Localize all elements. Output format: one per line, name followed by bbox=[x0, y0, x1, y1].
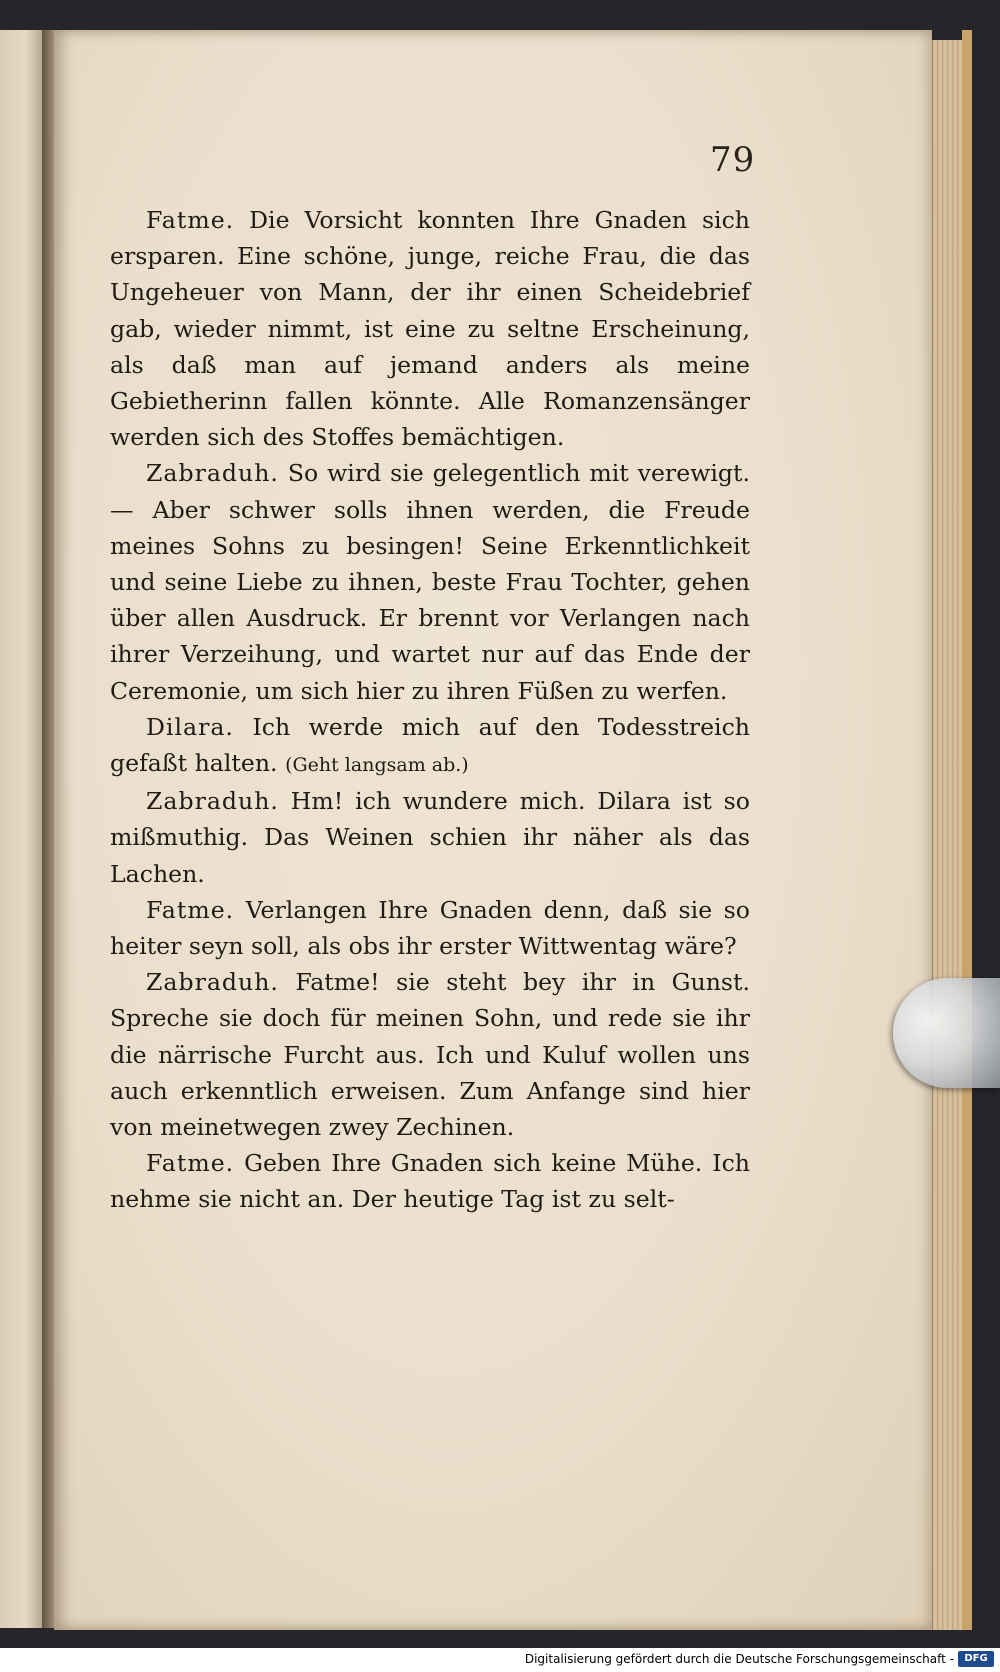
page-text bbox=[110, 202, 750, 1218]
paragraph bbox=[110, 709, 750, 783]
page-number: 79 bbox=[710, 140, 756, 180]
speaker-name: Fatme. bbox=[146, 895, 235, 924]
paragraph bbox=[110, 964, 750, 1145]
page-clip bbox=[893, 978, 1000, 1088]
paragraph-text: Verlangen Ihre Gnaden denn, daß sie so heiter seyn soll, als obs ihr erster Wittwentag wäre? bbox=[110, 895, 750, 961]
dfg-logo-icon: DFG bbox=[958, 1651, 994, 1667]
paragraph-text: So wird sie gelegentlich mit verewigt. — Aber schwer solls ihnen werden, die Freude meines Sohns zu besingen! Seine Erkenntlichkeit und seine Liebe zu ihnen, beste Frau Tochter, gehen über allen Ausdruck. Er brennt vor Verlangen nach ihrer Verzeihung, und wartet nur auf das Ende der Ceremonie, um sich hier zu ihren Füßen zu werfen. bbox=[110, 459, 750, 705]
paragraph-text: Die Vorsicht konnten Ihre Gnaden sich ersparen. Eine schöne, junge, reiche Frau, die das Ungeheuer von Mann, der ihr einen Scheidebrief gab, wieder nimmt, ist eine zu seltne Erscheinung, als daß man auf jemand anders als meine Gebietherinn fallen könnte. Alle Romanzensänger werden sich des Stoffes bemächtigen. bbox=[110, 206, 751, 452]
paragraph-text: Geben Ihre Gnaden sich keine Mühe. Ich nehme sie nicht an. Der heutige Tag ist zu selt- bbox=[110, 1149, 750, 1214]
paragraph bbox=[110, 1145, 750, 1217]
paragraph-text: Fatme! sie steht bey ihr in Gunst. Spreche sie doch für meinen Sohn, und rede sie ihr die närrische Furcht aus. Ich und Kuluf wollen uns auch erkenntlich erweisen. Zum Anfange sind hier von meinetwegen zwey Zechinen. bbox=[110, 968, 751, 1142]
speaker-name: Zabraduh. bbox=[146, 787, 279, 816]
book-cover-edge bbox=[962, 30, 972, 1630]
speaker-name: Dilara. bbox=[146, 712, 234, 741]
stage-direction: (Geht langsam ab.) bbox=[285, 754, 469, 777]
speaker-name: Zabraduh. bbox=[146, 968, 279, 997]
paragraph bbox=[110, 455, 750, 708]
paragraph-text: Ich werde mich auf den Todesstreich gefaßt halten. bbox=[110, 712, 750, 778]
paragraph bbox=[110, 783, 750, 892]
paragraph-text: Hm! ich wundere mich. Dilara ist so mißmuthig. Das Weinen schien ihr näher als das Lachen. bbox=[110, 787, 750, 888]
page-stack-edge bbox=[932, 40, 963, 1630]
paragraph bbox=[110, 202, 750, 455]
paragraph bbox=[110, 892, 750, 964]
speaker-name: Zabraduh. bbox=[146, 459, 279, 488]
speaker-name: Fatme. bbox=[146, 206, 235, 234]
footer-bar bbox=[0, 1648, 1000, 1672]
digitization-credit: Digitalisierung gefördert durch die Deutsche Forschungsgemeinschaft - bbox=[524, 1652, 954, 1666]
facing-page-edge bbox=[0, 30, 44, 1628]
speaker-name: Fatme. bbox=[146, 1149, 235, 1178]
